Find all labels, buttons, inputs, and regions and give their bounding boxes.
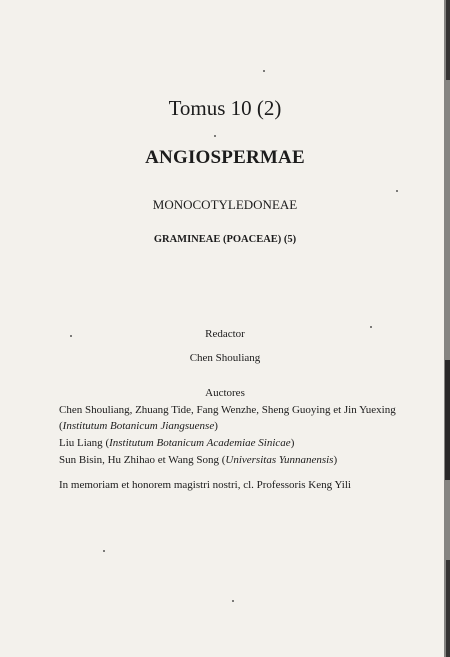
redactor-name: Chen Shouliang xyxy=(189,352,261,364)
author-line-1-institution: (Institutum Botanicum Jiangsuense) xyxy=(59,420,218,432)
author-line-1: Chen Shouliang, Zhuang Tide, Fang Wenzhe, Sheng Guoying et Jin Yuexing xyxy=(59,404,396,416)
auctores-label: Auctores xyxy=(205,387,245,399)
author-line-3: Sun Bisin, Hu Zhihao et Wang Song (Universitas Yunnanensis) xyxy=(59,454,338,466)
scan-speck xyxy=(370,326,372,328)
author-names-3: Sun Bisin, Hu Zhihao et Wang Song xyxy=(59,454,219,466)
page-edge-shadow xyxy=(432,0,450,657)
scan-speck xyxy=(232,600,234,602)
institution-jiangsu: Institutum Botanicum Jiangsuense xyxy=(62,420,215,432)
redactor-label: Redactor xyxy=(205,328,245,340)
institution-academia: Institutum Botanicum Academiae Sinicae xyxy=(109,437,291,449)
dedication: In memoriam et honorem magistri nostri, cl. Professoris Keng Yili xyxy=(59,479,351,491)
institution-yunnan: Universitas Yunnanensis xyxy=(225,454,334,466)
class-title: MONOCOTYLEDONEAE xyxy=(152,197,298,212)
scan-speck xyxy=(214,135,216,137)
volume-number: Tomus 10 (2) xyxy=(168,96,282,120)
scan-speck xyxy=(396,190,398,192)
scan-speck xyxy=(103,550,105,552)
scan-speck xyxy=(263,70,265,72)
author-names-2: Liu Liang xyxy=(59,437,103,449)
family-title: GRAMINEAE (POACEAE) (5) xyxy=(153,234,297,245)
division-title: ANGIOSPERMAE xyxy=(145,147,305,168)
author-line-2: Liu Liang (Institutum Botanicum Academiae Sinicae) xyxy=(59,437,295,449)
scan-speck xyxy=(70,335,72,337)
